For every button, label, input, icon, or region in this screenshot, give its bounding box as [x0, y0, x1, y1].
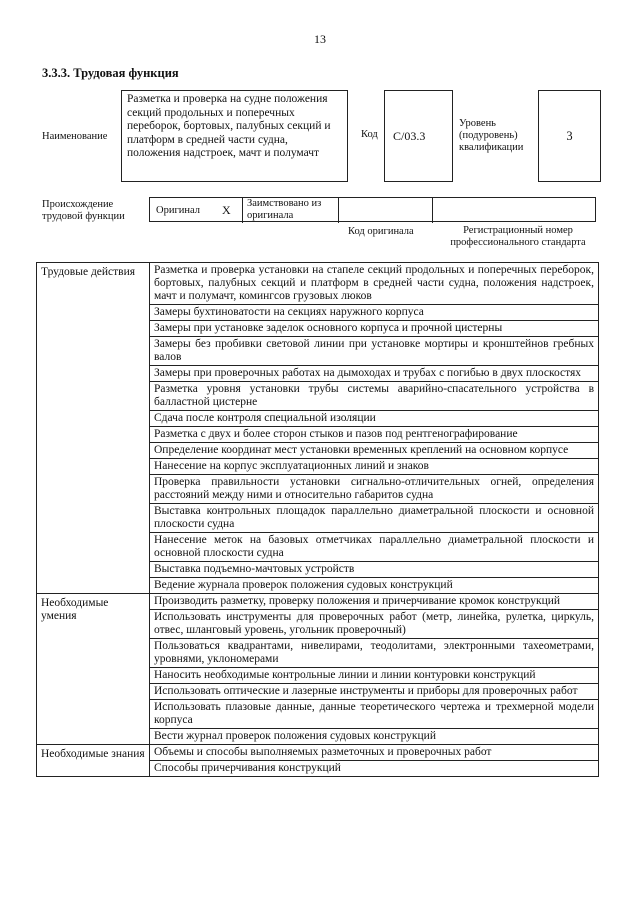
function-name: Разметка и проверка на судне положения секций продольных и поперечных переборок, бортовых, палубных секций и платформ в средней части судна, положения надстроек, мачт и полумачт: [121, 90, 348, 182]
origin-reg-cell: [433, 198, 595, 223]
original-label: Оригинал: [156, 205, 200, 216]
section-title-cell: Необходимые умения: [37, 594, 150, 745]
section-item: Ведение журнала проверок положения судовых конструкций: [150, 578, 599, 594]
section-title: 3.3.3. Трудовая функция: [42, 66, 179, 80]
table-row: [37, 594, 599, 610]
section-item: Нанесение меток на базовых отметчиках параллельно диаметральной плоскости и основной плоскости судна: [150, 533, 599, 562]
section-item: Разметка уровня установки трубы системы аварийно-спасательного устройства в балластной цистерне: [150, 382, 599, 411]
origin-code-cell: [339, 198, 433, 223]
section-item: Проверка правильности установки сигнально-отличительных огней, определения расстояний между ними и относительно габаритов судна: [150, 475, 599, 504]
section-item: Наносить необходимые контрольные линии и линии контуровки конструкций: [150, 668, 599, 684]
borrowed-label: Заимствовано из оригинала: [247, 198, 322, 221]
section-item: Использовать оптические и лазерные инструменты и приборы для проверочных работ: [150, 684, 599, 700]
section-item: Использовать инструменты для проверочных работ (метр, линейка, рулетка, циркуль, отвес, шланговый уровень, угольник проверочный): [150, 610, 599, 639]
section-title-cell: Необходимые знания: [37, 745, 150, 777]
section-item: Выставка контрольных площадок параллельно диаметральной плоскости и основной плоскости судна: [150, 504, 599, 533]
origin-borrowed-cell: [243, 198, 339, 223]
section-title-cell: Трудовые действия: [37, 263, 150, 594]
page-number: 13: [314, 32, 326, 46]
level-label: Уровень (подуровень) квалификации: [459, 118, 524, 153]
code-label: Код: [361, 129, 378, 140]
section-item: Способы причерчивания конструкций: [150, 761, 599, 777]
section-item: Сдача после контроля специальной изоляции: [150, 411, 599, 427]
function-content-table: [36, 262, 599, 777]
origin-label: Происхождение трудовой функции: [42, 199, 125, 222]
reg-number-label: Регистрационный номер профессионального стандарта: [450, 225, 586, 248]
table-row: [37, 745, 599, 761]
section-item: Замеры при установке заделок основного корпуса и прочной цистерны: [150, 321, 599, 337]
origin-table: [149, 197, 596, 222]
qualification-level: 3: [538, 90, 601, 182]
section-item: Пользоваться квадрантами, нивелирами, теодолитами, электронными тахеометрами, уровнями, уклономерами: [150, 639, 599, 668]
original-mark: X: [222, 203, 231, 217]
section-item: Выставка подъемно-мачтовых устройств: [150, 562, 599, 578]
function-code: С/03.3: [384, 90, 453, 182]
section-item: Нанесение на корпус эксплуатационных линий и знаков: [150, 459, 599, 475]
section-item: Вести журнал проверок положения судовых конструкций: [150, 729, 599, 745]
origin-original-cell: [150, 198, 243, 223]
name-label: Наименование: [42, 131, 108, 142]
section-item: Объемы и способы выполняемых разметочных и проверочных работ: [150, 745, 599, 761]
section-item: Замеры без пробивки световой линии при установке мортиры и кронштейнов гребных валов: [150, 337, 599, 366]
section-item: Разметка с двух и более сторон стыков и пазов под рентгенографирование: [150, 427, 599, 443]
section-item: Замеры при проверочных работах на дымоходах и трубах с погибью в двух плоскостях: [150, 366, 599, 382]
section-item: Использовать плазовые данные, данные теоретического чертежа и трехмерной модели корпуса: [150, 700, 599, 729]
section-item: Определение координат мест установки временных креплений на основном корпусе: [150, 443, 599, 459]
table-row: [37, 263, 599, 305]
section-item: Замеры бухтиноватости на секциях наружного корпуса: [150, 305, 599, 321]
code-original-label: Код оригинала: [348, 226, 414, 237]
section-item: Разметка и проверка установки на стапеле секций продольных и поперечных переборок, бортовых, палубных секций и платформ в средней части судна, положения надстроек, мачт и полумачт, комингсов грузовых люков: [150, 263, 599, 305]
section-item: Производить разметку, проверку положения и причерчивание кромок конструкций: [150, 594, 599, 610]
